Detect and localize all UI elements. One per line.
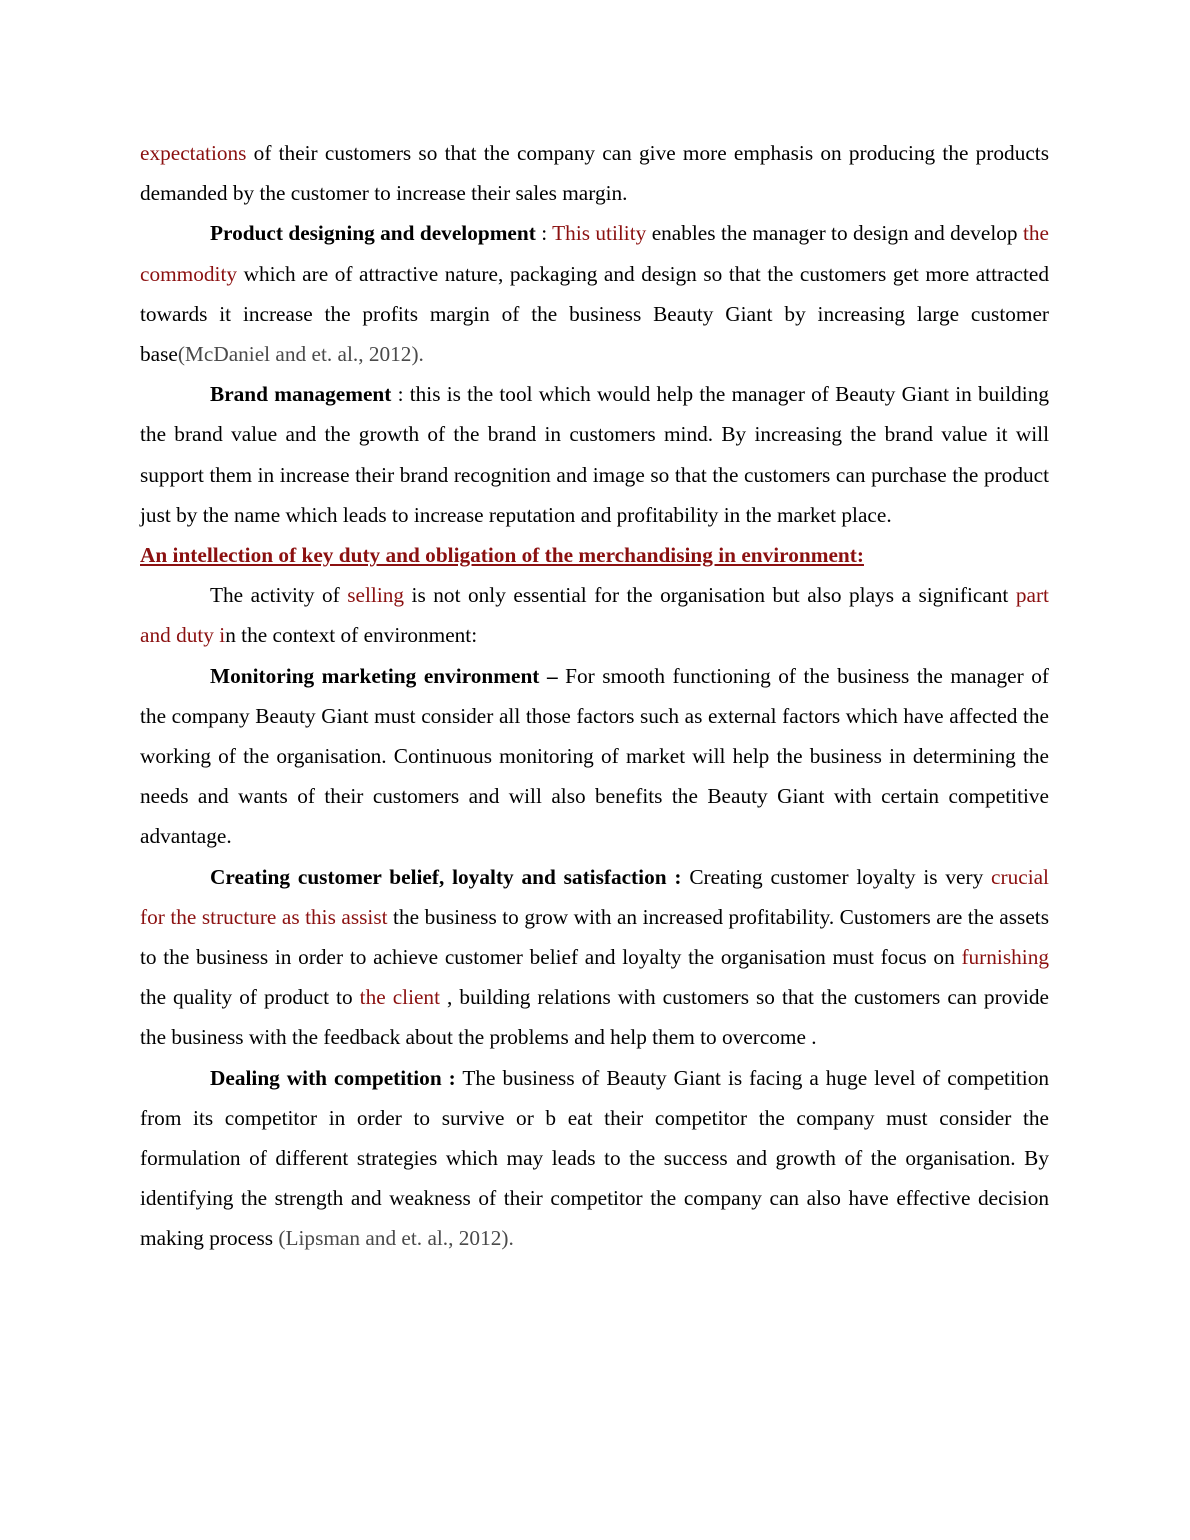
highlight-crucial: crucial for the structure as this assist [140, 864, 1049, 929]
highlight-the-commodity: the commodity [140, 221, 1049, 286]
citation-mcdaniel: (McDaniel and et. al., 2012). [177, 342, 424, 367]
paragraph-text: : [535, 221, 553, 246]
paragraph-text: enables the manager to design and develop [646, 221, 1023, 246]
paragraph-text: of their customers so that the company can give more emphasis on producing the products demanded by the customer to increase their sales margin. [140, 141, 1049, 206]
highlight-furnishing: furnishing [961, 945, 1049, 970]
paragraph-text: the business to grow with an increased profitability. Customers are the assets to the business in order to achieve customer belief and loyalty the organisation must focus on [140, 904, 1049, 970]
paragraph-text: , building relations with customers so that the customers can provide the business with the feedback about the problems and help them to overcome . [140, 985, 1049, 1050]
term-monitoring: Monitoring marketing environment – [210, 663, 558, 688]
section-heading: An intellection of key duty and obligation of the merchandising in environment: [140, 543, 864, 568]
paragraph-text: the quality of product to [140, 985, 360, 1010]
paragraph-text: : this is the tool which would help the manager of Beauty Giant in building the brand value and the growth of the brand in customers mind. By increasing the brand value it will support them in increase their brand recognition and image so that the customers can purchase the product just by the name which leads to increase reputation and profitability in the market place. [140, 382, 1049, 527]
paragraph-selling [140, 575, 1049, 655]
highlight-selling: selling [347, 583, 405, 608]
paragraph-competition [140, 1058, 1049, 1259]
term-brand-management: Brand management [210, 382, 392, 407]
paragraph-text: n the context of environment: [225, 623, 478, 648]
highlight-this-utility: This utility [552, 221, 647, 246]
document-page [140, 133, 1049, 1259]
paragraph-text: is not only essential for the organisation but also plays a significant [404, 583, 1016, 608]
highlight-part-and-duty: part and duty i [140, 583, 1049, 648]
highlight-expectations: expectations [140, 141, 247, 165]
paragraph-expectations [140, 133, 1049, 213]
paragraph-text: which are of attractive nature, packaging and design so that the customers get more attracted towards it increase the profits margin of the business Beauty Giant by increasing large customer base [140, 261, 1049, 367]
paragraph-product-designing [140, 213, 1049, 374]
term-customer-belief: Creating customer belief, loyalty and satisfaction : [210, 864, 682, 889]
paragraph-text: For smooth functioning of the business the manager of the company Beauty Giant must consider all those factors such as external factors which have affected the working of the organisation. Continuous monitoring of market will help the business in determining the needs and wants of their customers and will also benefits the Beauty Giant with certain competitive advantage. [140, 663, 1049, 849]
paragraph-text: Creating customer loyalty is very [681, 864, 992, 889]
term-product-designing: Product designing and development [210, 221, 536, 246]
highlight-the-client: the client [359, 985, 441, 1010]
term-competition: Dealing with competition : [210, 1065, 456, 1090]
paragraph-text: The activity of [210, 583, 348, 608]
citation-lipsman: (Lipsman and et. al., 2012). [278, 1226, 514, 1251]
paragraph-text: The business of Beauty Giant is facing a huge level of competition from its competitor in order to survive or b eat their competitor the company must consider the formulation of different strategies which may leads to the success and growth of the organisation. By identifying the strength and weakness of their competitor the company can also have effective decision making process [140, 1065, 1049, 1251]
paragraph-customer-belief [140, 857, 1049, 1058]
paragraph-brand-management [140, 374, 1049, 535]
paragraph-monitoring [140, 656, 1049, 857]
